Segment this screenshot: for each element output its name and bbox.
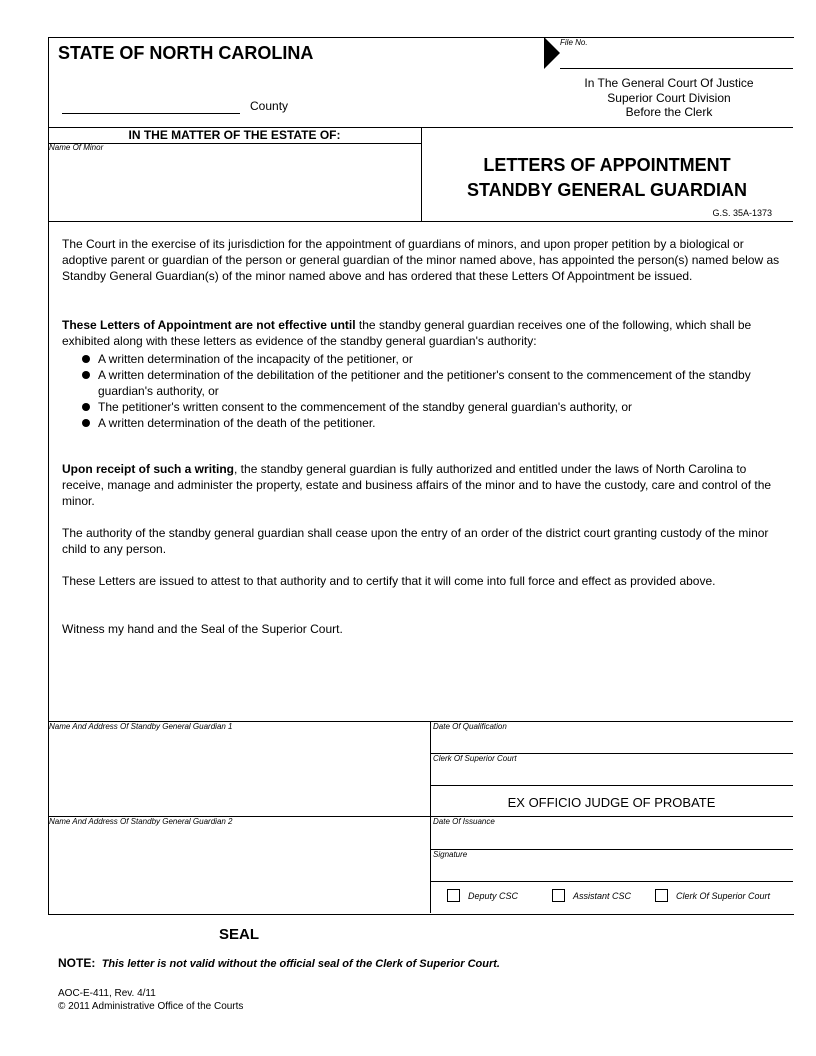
paragraph-cease [62,525,782,557]
statute-reference: G.S. 35A-1373 [712,208,772,218]
condition-list [62,351,782,431]
signature-label: Signature [433,850,468,859]
rule-after-signature [430,881,793,882]
paragraph-witness [62,621,782,637]
clerk-superior-option[interactable] [655,889,770,902]
file-no-line [560,68,793,69]
note-line [58,956,500,970]
p1-text: The Court in the exercise of its jurisdiction for the appointment of guardians of minors, and upon proper petition by a biological or adoptive parent or guardian of the person or general guardian of the minor named above, has appointed the person(s) named below as Standby General Guardian(s) of the minor named above and has ordered that these Letters Of Appointment be issued. [62,237,780,283]
list-item [62,399,782,415]
county-label: County [250,99,289,113]
p3-bold: Upon receipt of such a writing [62,462,235,476]
minor-name-label: Name Of Minor [49,143,104,152]
note-label: NOTE: [58,956,96,970]
paragraph-receipt [62,461,782,509]
estate-heading: IN THE MATTER OF THE ESTATE OF: [128,128,341,142]
estate-heading-rule [48,143,421,144]
state-title: STATE OF NORTH CAROLINA [58,43,314,63]
ex-officio-label: EX OFFICIO JUDGE OF PROBATE [507,795,716,810]
court-line-1: In The General Court Of Justice [584,76,754,90]
note-text: This letter is not valid without the official seal of the Clerk of Superior Court. [101,958,500,970]
deputy-csc-checkbox[interactable] [447,889,460,902]
minor-name-field[interactable] [48,153,421,221]
bullet-icon [82,403,90,411]
p2-rest: the standby general guardian receives one of the following, which shall be exhibited along with these letters as evidence of the standby general guardian's authority: [62,318,752,348]
title-line-2: STANDBY GENERAL GUARDIAN [466,180,748,200]
list-item-text: A written determination of the incapacity of the petitioner, or [98,352,413,366]
list-item-text: A written determination of the death of the petitioner. [98,416,376,430]
date-qualification-label: Date Of Qualification [433,722,507,731]
clerk-field[interactable] [431,764,793,784]
deputy-csc-label: Deputy CSC [468,890,519,901]
p2-bold: These Letters of Appointment are not effective until [62,318,356,332]
rule-after-clerk [430,785,793,786]
date-issuance-label: Date Of Issuance [433,817,495,826]
list-item [62,351,782,367]
bullet-icon [82,371,90,379]
seal-label: SEAL [219,926,260,943]
guardian1-field[interactable] [48,732,429,816]
assistant-csc-label: Assistant CSC [573,890,632,901]
guardian1-label: Name And Address Of Standby General Guardian 1 [49,722,233,731]
court-line-3: Before the Clerk [625,105,713,119]
p4-text: The authority of the standby general guardian shall cease upon the entry of an order of the district court granting custody of the minor child to any person. [62,526,769,556]
p5-text: These Letters are issued to attest to that authority and to certify that it will come into full force and effect as provided above. [62,574,716,588]
court-line-2: Superior Court Division [607,90,731,105]
signature-field[interactable] [431,860,793,880]
county-input-line[interactable] [62,113,240,114]
guardian2-label: Name And Address Of Standby General Guardian 2 [49,817,233,826]
p3-text [62,461,782,509]
assistant-csc-option[interactable] [552,889,631,902]
p3-rest: , the standby general guardian is fully authorized and entitled under the laws of North Carolina to receive, manage and administer the property, estate and business affairs of the minor and to have the custody, care and control of the minor. [62,462,772,508]
list-item-text: A written determination of the debilitation of the petitioner and the petitioner's consent to the commencement of the standby guardian's authority, or [98,368,751,398]
bullet-icon [82,355,90,363]
clerk-superior-checkbox[interactable] [655,889,668,902]
paragraph-attest [62,573,782,589]
clerk-label: Clerk Of Superior Court [433,754,517,763]
document-title [421,153,793,203]
deputy-csc-option[interactable] [447,889,518,902]
bullet-icon [82,419,90,427]
list-item [62,415,782,431]
paragraph-effective [62,317,782,431]
copyright: © 2011 Administrative Office of the Courts [58,1001,244,1012]
title-line-1: LETTERS OF APPOINTMENT [483,155,731,175]
form-id: AOC-E-411, Rev. 4/11 [58,988,156,999]
list-item [62,367,782,399]
court-division-block [545,76,793,120]
estate-bottom-rule [48,221,793,222]
guardian2-field[interactable] [48,827,429,912]
file-no-label: File No. [560,38,588,47]
p2-text [62,317,782,349]
p6-text: Witness my hand and the Seal of the Superior Court. [62,622,343,636]
list-item-text: The petitioner's written consent to the commencement of the standby general guardian's authority, or [98,400,632,414]
date-issuance-field[interactable] [431,827,793,848]
rule-after-issuance [430,849,793,850]
paragraph-jurisdiction [62,236,782,284]
assistant-csc-checkbox[interactable] [552,889,565,902]
clerk-superior-label: Clerk Of Superior Court [676,890,771,901]
date-qualification-field[interactable] [431,732,793,752]
